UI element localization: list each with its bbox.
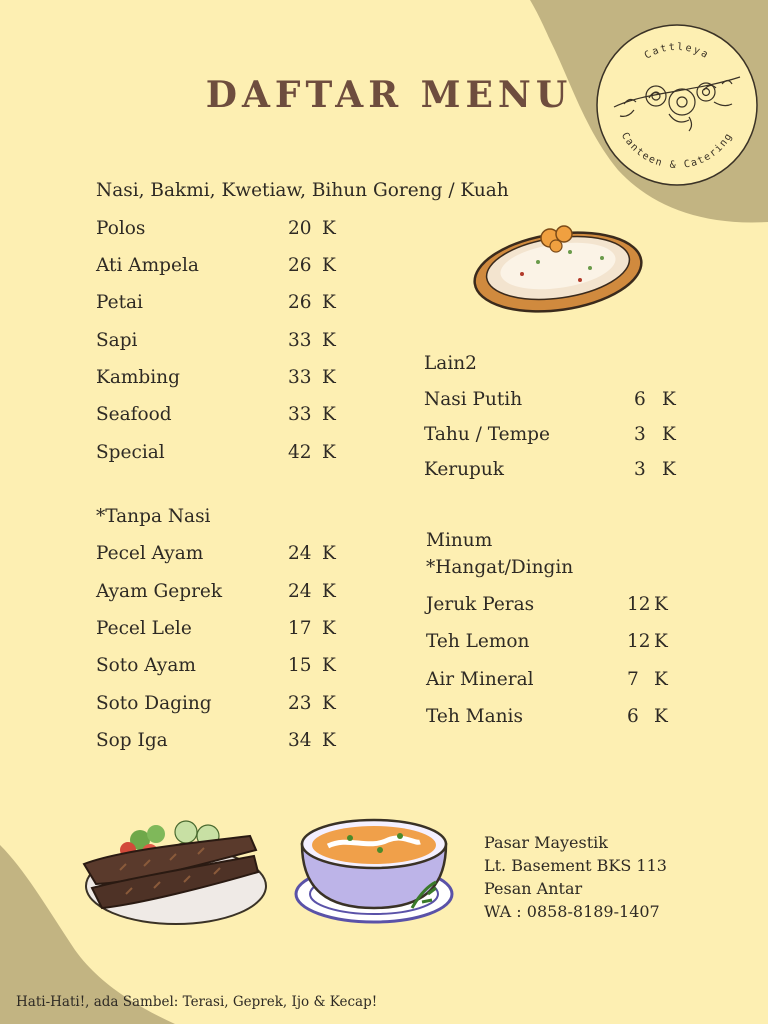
section-heading-minum: Minum [426,530,493,551]
menu-item-unit: K [654,706,668,727]
menu-item-unit: K [322,655,336,676]
menu-item-unit: K [654,631,668,652]
menu-item-name: Jeruk Peras [426,594,535,615]
menu-item-price: 3 [634,424,646,445]
section-heading-tanpa-nasi: *Tanpa Nasi [96,506,211,527]
menu-item-unit: K [322,442,336,463]
section-subheading-minum: *Hangat/Dingin [426,557,574,578]
menu-item-unit: K [322,255,336,276]
menu-item-name: Ayam Geprek [96,581,223,602]
info-delivery: Pesan Antar [484,879,583,898]
menu-item-price: 20 [288,218,312,239]
menu-item-price: 15 [288,655,312,676]
menu-item-name: Special [96,442,165,463]
menu-item-unit: K [662,389,676,410]
menu-item-name: Teh Manis [426,706,523,727]
menu-item-unit: K [322,330,336,351]
menu-item-price: 33 [288,404,312,425]
menu-item-name: Soto Daging [96,693,212,714]
menu-item-unit: K [322,618,336,639]
logo-top-text: Cattleya [642,41,712,62]
menu-item-price: 42 [288,442,312,463]
menu-item-price: 26 [288,255,312,276]
menu-item-price: 23 [288,693,312,714]
menu-item-unit: K [662,459,676,480]
menu-item-name: Air Mineral [426,669,534,690]
menu-item-unit: K [322,543,336,564]
fried-rice-plate-icon [470,222,646,318]
logo-bottom-text: Canteen & Catering [618,130,736,172]
menu-item-price: 33 [288,330,312,351]
menu-item-unit: K [322,581,336,602]
section-heading-noodles: Nasi, Bakmi, Kwetiaw, Bihun Goreng / Kuah [96,180,509,201]
menu-item-unit: K [662,424,676,445]
menu-item-unit: K [322,292,336,313]
menu-item-unit: K [322,730,336,751]
fried-fish-plate-icon [80,812,268,930]
info-floor: Lt. Basement BKS 113 [484,856,667,875]
menu-item-name: Polos [96,218,146,239]
menu-item-price: 6 [627,706,639,727]
menu-item-name: Soto Ayam [96,655,196,676]
menu-item-name: Seafood [96,404,172,425]
info-location: Pasar Mayestik [484,833,608,852]
menu-item-name: Pecel Ayam [96,543,204,564]
menu-item-price: 6 [634,389,646,410]
menu-item-name: Petai [96,292,143,313]
menu-item-name: Pecel Lele [96,618,192,639]
menu-item-name: Kambing [96,367,180,388]
menu-item-price: 34 [288,730,312,751]
page-title: DAFTAR MENU [205,74,573,116]
menu-item-unit: K [322,367,336,388]
menu-item-unit: K [322,404,336,425]
menu-item-name: Nasi Putih [424,389,523,410]
menu-item-name: Teh Lemon [426,631,530,652]
menu-item-unit: K [654,669,668,690]
menu-item-price: 3 [634,459,646,480]
menu-item-price: 24 [288,581,312,602]
menu-item-unit: K [322,218,336,239]
menu-item-price: 7 [627,669,639,690]
menu-item-name: Sop Iga [96,730,168,751]
section-heading-lain: Lain2 [424,353,477,374]
footer-note: Hati-Hati!, ada Sambel: Terasi, Geprek, Ijo & Kecap! [16,994,378,1010]
menu-item-price: 17 [288,618,312,639]
menu-item-price: 12 [627,594,651,615]
menu-item-price: 26 [288,292,312,313]
menu-item-unit: K [654,594,668,615]
menu-item-name: Kerupuk [424,459,504,480]
menu-item-price: 33 [288,367,312,388]
menu-item-name: Sapi [96,330,138,351]
menu-item-price: 12 [627,631,651,652]
soup-bowl-icon [288,810,458,926]
menu-item-unit: K [322,693,336,714]
info-whatsapp: WA : 0858-8189-1407 [484,902,660,921]
menu-item-price: 24 [288,543,312,564]
menu-item-name: Ati Ampela [96,255,199,276]
menu-item-name: Tahu / Tempe [424,424,550,445]
